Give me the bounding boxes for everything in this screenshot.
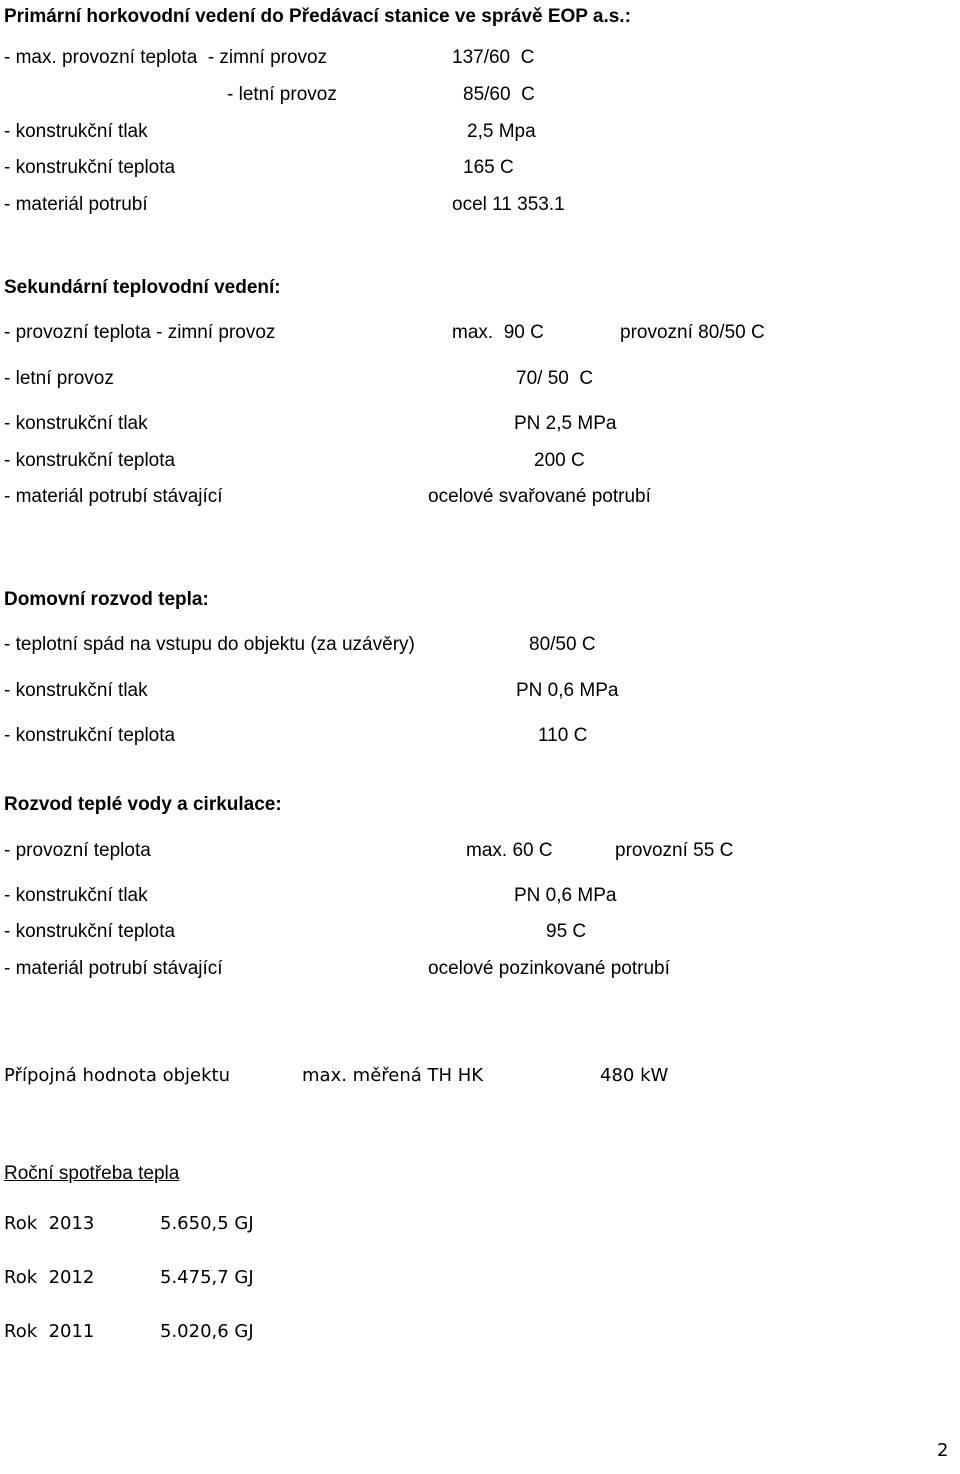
primary-row-label: - max. provozní teplota - zimní provoz: [4, 47, 328, 68]
page-number: 2: [937, 1440, 949, 1461]
primary-row-label: - letní provoz: [227, 84, 337, 105]
secondary-row-value: PN 2,5 MPa: [514, 413, 617, 434]
domestic-row-value: 110 C: [538, 725, 588, 746]
hotwater-row-extra: provozní 55 C: [615, 840, 734, 861]
hotwater-row-value: 95 C: [546, 921, 587, 942]
hotwater-row-label: - konstrukční teplota: [4, 921, 176, 942]
consumption-heading: Roční spotřeba tepla: [4, 1163, 180, 1184]
primary-heading: Primární horkovodní vedení do Předávací stanice ve správě EOP a.s.:: [4, 6, 631, 27]
primary-row-value: 137/60 C: [452, 47, 535, 68]
secondary-row-label: - konstrukční tlak: [4, 413, 148, 434]
domestic-row-value: PN 0,6 MPa: [516, 680, 619, 701]
secondary-row-label: - materiál potrubí stávající: [4, 486, 223, 507]
secondary-row-extra: provozní 80/50 C: [620, 322, 765, 343]
consumption-year: Rok 2013: [4, 1213, 95, 1234]
secondary-row-value: 70/ 50 C: [516, 368, 594, 389]
primary-row-value: 85/60 C: [463, 84, 535, 105]
primary-row-value: 2,5 Mpa: [467, 121, 536, 142]
consumption-value: 5.650,5 GJ: [160, 1213, 254, 1234]
hotwater-row-label: - materiál potrubí stávající: [4, 958, 223, 979]
secondary-row-label: - provozní teplota - zimní provoz: [4, 322, 276, 343]
domestic-row-label: - konstrukční tlak: [4, 680, 148, 701]
primary-row-label: - konstrukční teplota: [4, 157, 176, 178]
consumption-value: 5.020,6 GJ: [160, 1321, 254, 1342]
primary-row-label: - materiál potrubí: [4, 194, 148, 215]
connection-measure: max. měřená TH HK: [302, 1065, 484, 1086]
secondary-heading: Sekundární teplovodní vedení:: [4, 277, 281, 298]
domestic-row-value: 80/50 C: [529, 634, 596, 655]
primary-row-value: ocel 11 353.1: [452, 194, 565, 215]
hotwater-row-value: ocelové pozinkované potrubí: [428, 958, 670, 979]
secondary-row-value: ocelové svařované potrubí: [428, 486, 651, 507]
hotwater-row-label: - provozní teplota: [4, 840, 151, 861]
secondary-row-value: 200 C: [534, 450, 585, 471]
consumption-year: Rok 2011: [4, 1321, 95, 1342]
domestic-heading: Domovní rozvod tepla:: [4, 589, 209, 610]
secondary-row-value: max. 90 C: [452, 322, 544, 343]
domestic-row-label: - konstrukční teplota: [4, 725, 176, 746]
domestic-row-label: - teplotní spád na vstupu do objektu (za uzávěry): [4, 634, 415, 655]
connection-label: Přípojná hodnota objektu: [4, 1065, 231, 1086]
hotwater-row-value: max. 60 C: [466, 840, 553, 861]
secondary-row-label: - letní provoz: [4, 368, 114, 389]
secondary-row-label: - konstrukční teplota: [4, 450, 176, 471]
consumption-year: Rok 2012: [4, 1267, 95, 1288]
hotwater-row-value: PN 0,6 MPa: [514, 885, 617, 906]
connection-value: 480 kW: [600, 1065, 669, 1086]
hotwater-heading: Rozvod teplé vody a cirkulace:: [4, 794, 282, 815]
consumption-value: 5.475,7 GJ: [160, 1267, 254, 1288]
primary-row-value: 165 C: [463, 157, 514, 178]
primary-row-label: - konstrukční tlak: [4, 121, 148, 142]
hotwater-row-label: - konstrukční tlak: [4, 885, 148, 906]
